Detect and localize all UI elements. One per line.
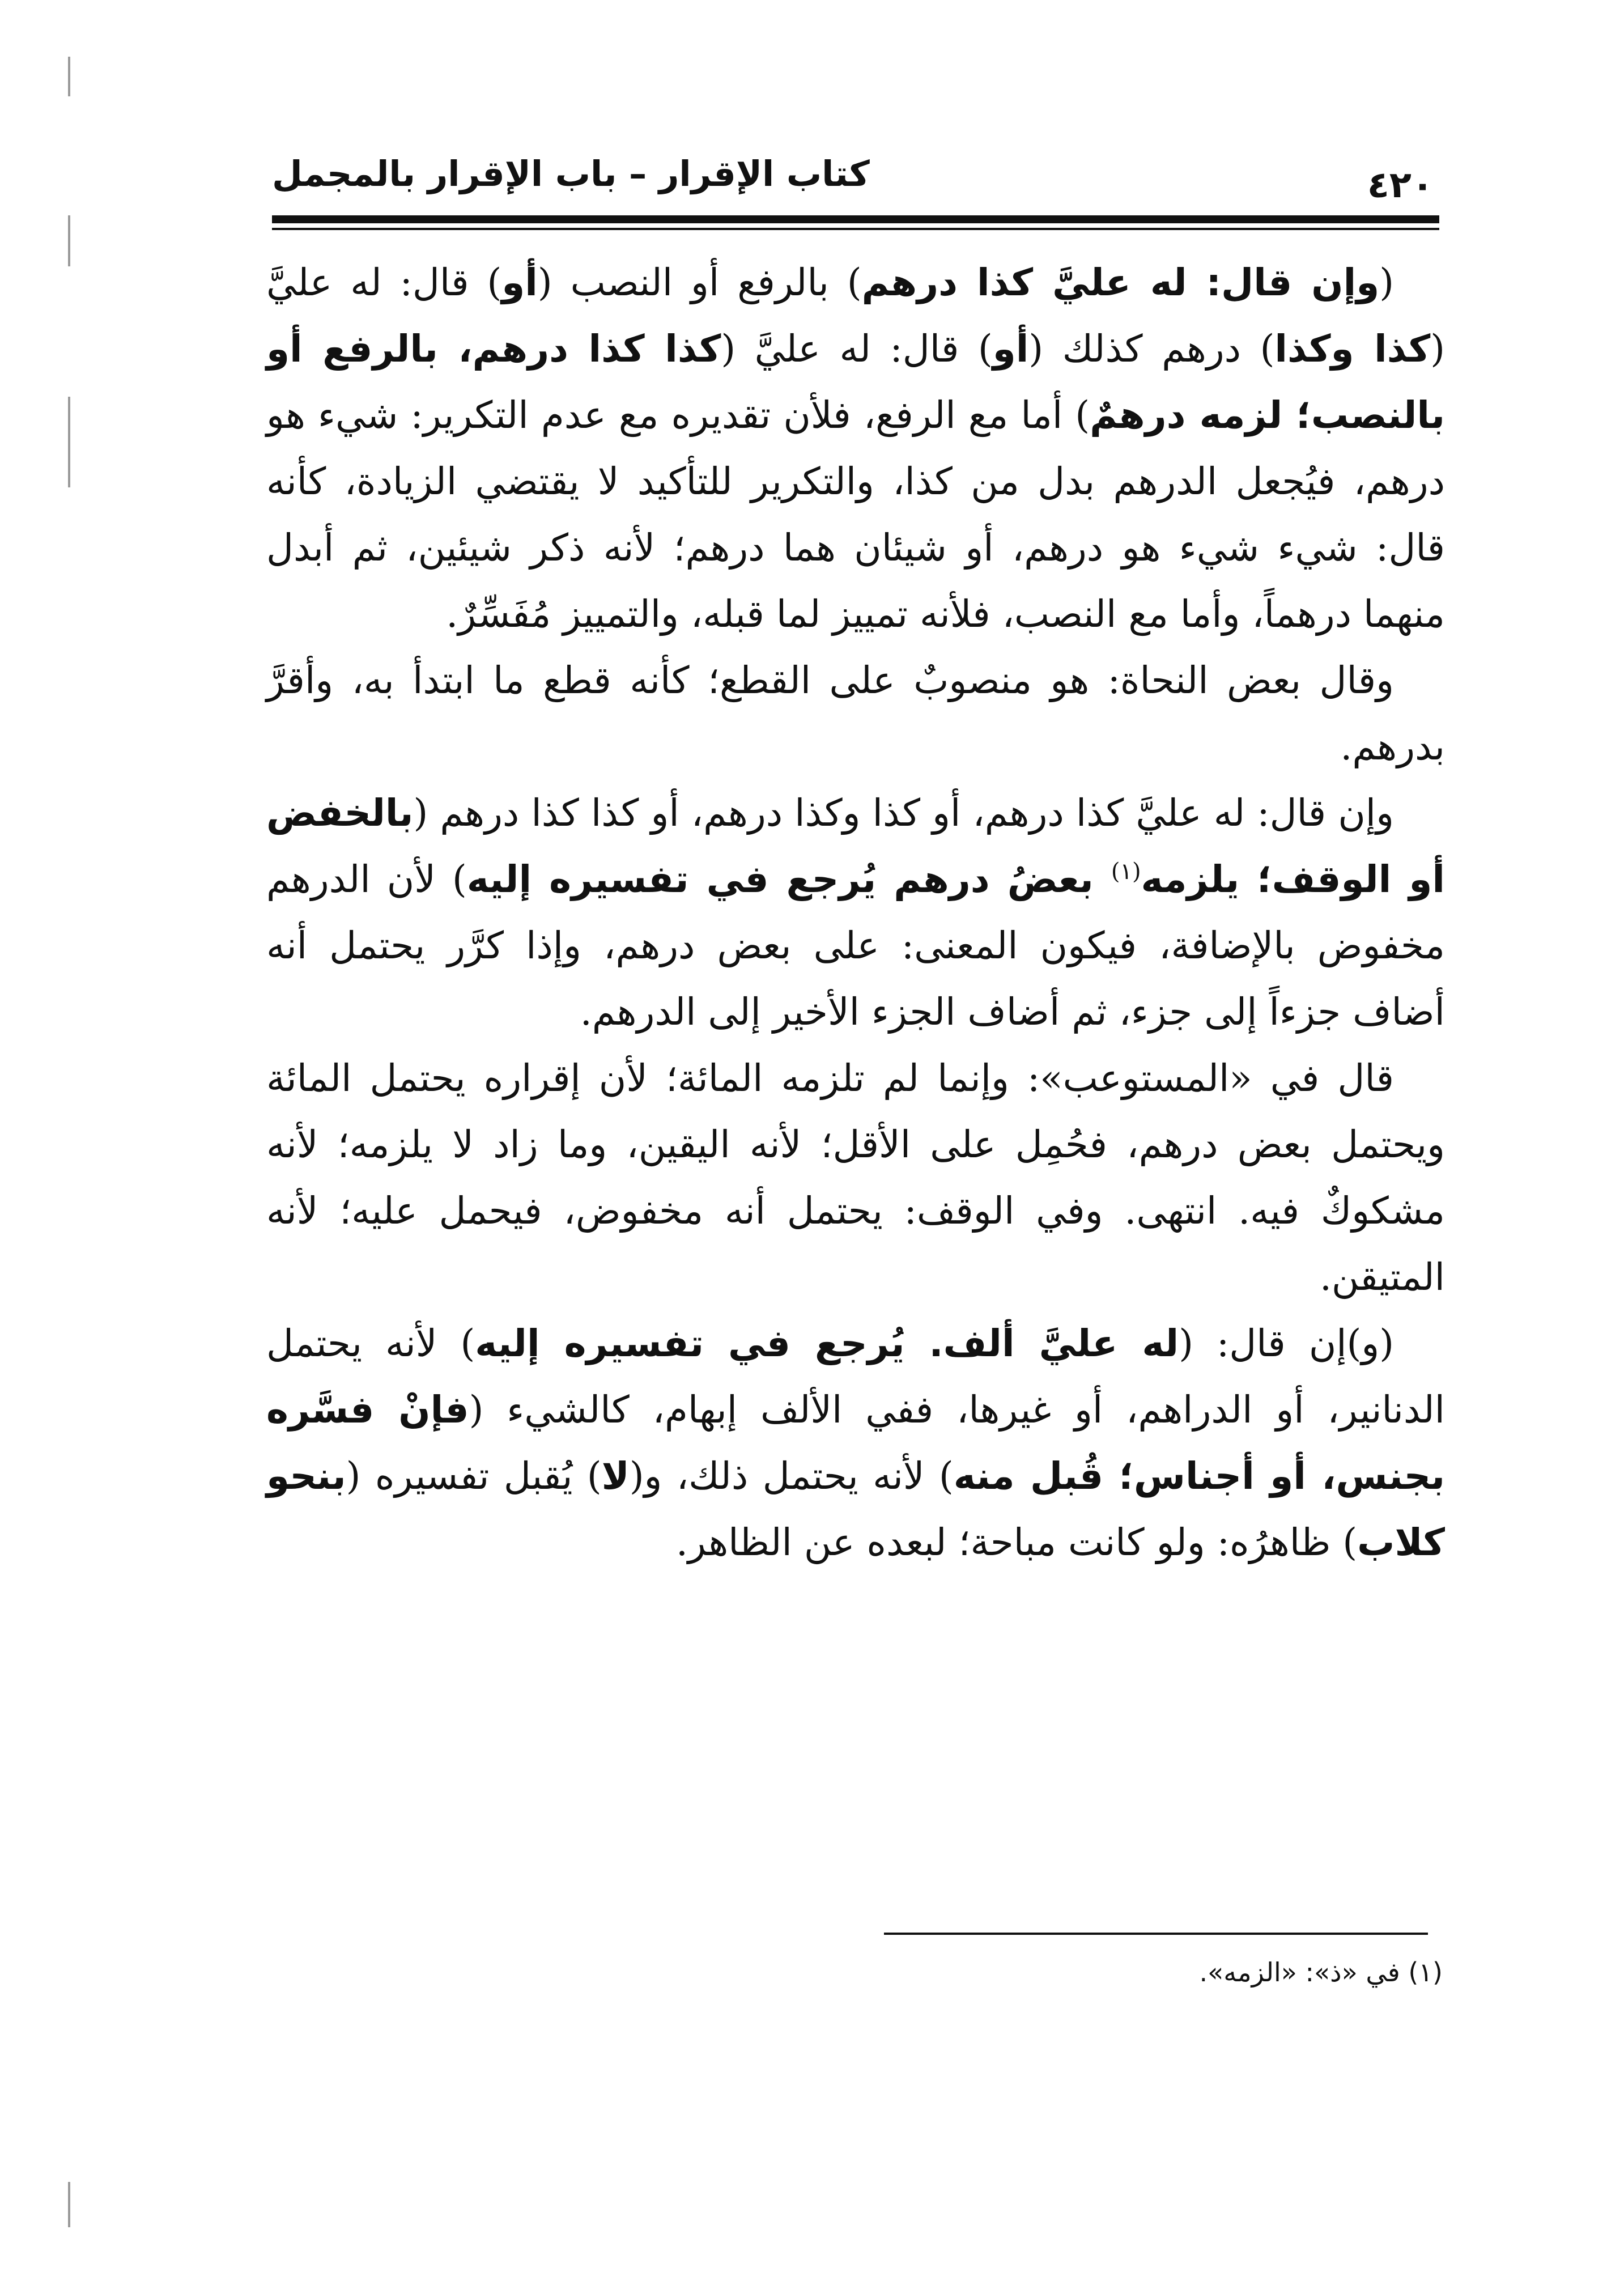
commentary-text: ( <box>1379 261 1394 304</box>
paragraph <box>266 1045 1445 1310</box>
matn-text: أو <box>501 261 538 304</box>
matn-text: لا <box>601 1454 630 1498</box>
commentary-text: ) قال: له عليَّ ( <box>721 327 993 371</box>
paragraph <box>266 1310 1445 1576</box>
matn-text: فإنْ فسَّره بجنس، أو أجناس؛ قُبل منه <box>266 1388 1446 1498</box>
header-rule-thick <box>272 215 1439 223</box>
running-title: كتاب الإقرار – باب الإقرار بالمجمل <box>272 153 870 194</box>
commentary-text: وقال بعض النحاة: هو منصوبٌ على القطع؛ كأنه قطع ما ابتدأ به، وأقرَّ بدرهم. <box>266 659 1445 768</box>
commentary-text: ) قال: له عليَّ ( <box>266 261 1446 371</box>
commentary-text: قال في «المستوعب»: وإنما لم تلزمه المائة؛ لأن إقراره يحتمل المائة ويحتمل بعض درهم، فحُمِل على الأقل؛ لأنه اليقين، وما زاد لا يلزمه؛ لأنه مشكوكٌ فيه. انتهى. وفي الوقف: يحتمل أنه مخفوض، فيحمل عليه؛ لأنه المتيقن. <box>266 1056 1445 1299</box>
header-rule-thin <box>272 228 1439 230</box>
commentary-text: ) بالرفع أو النصب ( <box>537 261 862 304</box>
matn-text: له عليَّ ألف. يُرجع في تفسيره إليه <box>475 1322 1179 1365</box>
matn-text: وإن قال: له عليَّ كذا درهم <box>861 261 1380 304</box>
commentary-text: ) أما مع الرفع، فلأن تقديره مع عدم التكرير: شيء هو درهم، فيُجعل الدرهم بدل من كذا، والتكرير للتأكيد لا يقتضي الزيادة، كأنه قال: شيء شيء هو درهم، أو شيئان هما درهم؛ لأنه ذكر شيئين، ثم أبدل منهما درهماً، وأما مع النصب، فلأنه تمييز لما قبله، والتمييز مُفَسِّرٌ. <box>266 393 1445 636</box>
matn-text: بنحو كلاب <box>266 1454 1445 1564</box>
commentary-text: (و)إن قال: ( <box>1179 1322 1394 1365</box>
matn-text: بعضُ درهم يُرجع في تفسيره إليه <box>466 857 1111 901</box>
scan-margin-mark <box>68 57 70 96</box>
commentary-text: وإن قال: له عليَّ كذا درهم، أو كذا وكذا درهم، أو كذا كذا درهم ( <box>413 791 1394 835</box>
matn-text: كذا كذا درهم، بالرفع أو بالنصب؛ لزمه درهمٌ <box>266 327 1446 437</box>
commentary-text: ) لأن الدرهم مخفوض بالإضافة، فيكون المعنى: على بعض درهم، وإذا كرَّر يحتمل أنه أضاف جزءاً إلى جزء، ثم أضاف الجزء الأخير إلى الدرهم. <box>266 857 1445 1034</box>
scan-margin-mark <box>68 397 70 487</box>
commentary-text: ) لأنه يحتمل الدنانير، أو الدراهم، أو غيرها، ففي الألف إبهام، كالشيء ( <box>266 1322 1446 1432</box>
matn-text: كذا وكذا <box>1274 327 1431 371</box>
scan-margin-mark <box>68 215 70 266</box>
footnote: (١) في «ذ»: «الزمه». <box>1199 1957 1443 1988</box>
commentary-text: ) درهم كذلك ( <box>1028 327 1275 371</box>
matn-text: أو <box>992 327 1029 371</box>
commentary-text: ) لأنه يحتمل ذلك، و( <box>629 1454 954 1498</box>
body-text <box>266 249 1445 1576</box>
page-header <box>272 142 1439 210</box>
footnote-rule <box>884 1933 1428 1935</box>
commentary-text: ) ظاهرُه: ولو كانت مباحة؛ لبعده عن الظاهر. <box>675 1521 1358 1564</box>
page-number: ٤٢٠ <box>1367 164 1434 206</box>
matn-text: بالخفض أو الوقف؛ يلزمه <box>266 791 1445 901</box>
footnote-reference: (١) <box>1111 859 1141 885</box>
paragraph <box>266 780 1445 1045</box>
scan-margin-mark <box>68 2182 70 2227</box>
paragraph <box>266 647 1445 780</box>
commentary-text: ) يُقبل تفسيره ( <box>346 1454 602 1498</box>
paragraph <box>266 249 1445 647</box>
